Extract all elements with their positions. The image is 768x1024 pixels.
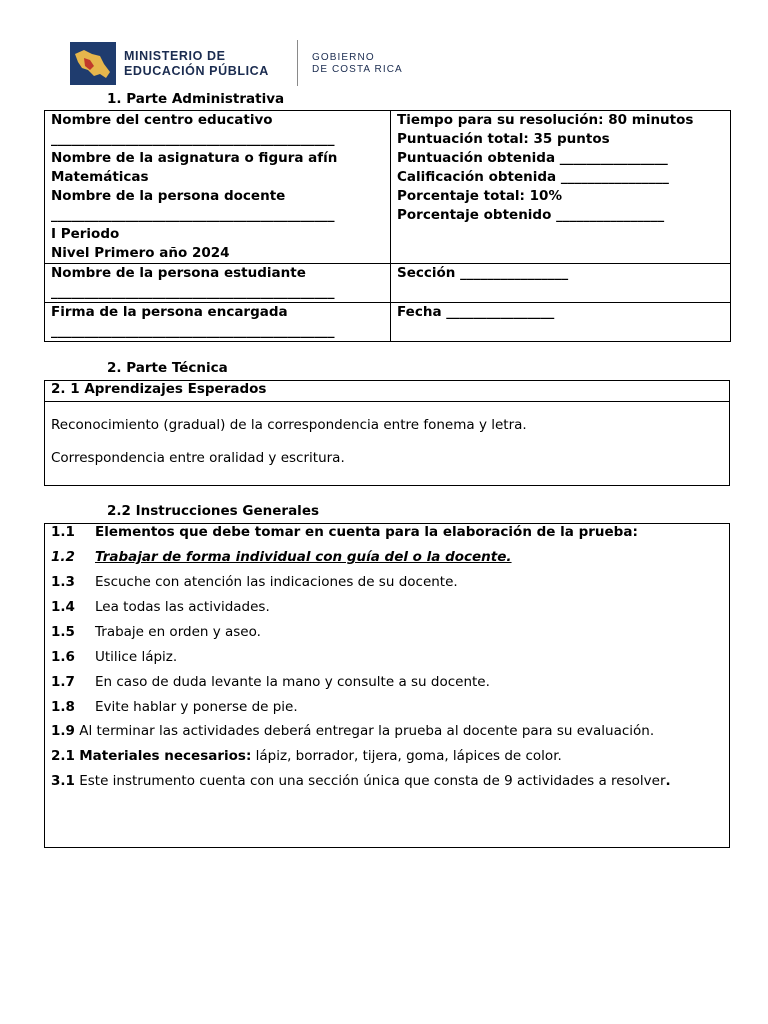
teacher-name-label: Nombre de la persona docente <box>51 188 286 204</box>
student-name-blank[interactable]: __________________________________________ <box>51 284 335 300</box>
school-name-blank[interactable]: __________________________________________ <box>51 131 335 147</box>
admin-row-main <box>45 111 731 264</box>
instruction-text: Escuche con atención las indicaciones de su docente. <box>95 574 458 590</box>
instruction-number: 1.8 <box>51 699 75 715</box>
admin-row-signature <box>45 303 731 342</box>
subject-value: Matemáticas <box>51 169 149 185</box>
instruction-item <box>51 524 638 540</box>
instruction-item <box>51 574 458 590</box>
instruction-item <box>51 624 261 640</box>
teacher-name-blank[interactable]: __________________________________________ <box>51 207 335 223</box>
instruction-text: lápiz, borrador, tijera, goma, lápices de color. <box>255 748 562 764</box>
admin-cell-left <box>45 111 391 264</box>
date-field[interactable]: Fecha ________________ <box>397 304 555 320</box>
instruction-number: 1.9 <box>51 723 75 739</box>
instruction-end-mark: . <box>665 773 671 789</box>
ministry-header <box>70 40 430 88</box>
admin-section-title: 1. Parte Administrativa <box>107 91 285 107</box>
instructions-box <box>44 523 730 848</box>
instruction-text: Evite hablar y ponerse de pie. <box>95 699 298 715</box>
instruction-text: Utilice lápiz. <box>95 649 178 665</box>
time-label: Tiempo para su resolución: 80 minutos <box>397 112 694 128</box>
date-cell <box>391 303 731 342</box>
instruction-number: 1.6 <box>51 649 75 665</box>
instruction-item <box>51 748 562 764</box>
level-label: Nivel Primero año 2024 <box>51 245 230 261</box>
instructions-section-title: 2.2 Instrucciones Generales <box>107 503 320 519</box>
instruction-number: 1.7 <box>51 674 75 690</box>
instruction-item <box>51 699 298 715</box>
government-line-1: GOBIERNO <box>312 52 375 63</box>
instruction-label: Materiales necesarios: <box>79 748 252 764</box>
costa-rica-map-seal-icon <box>70 42 116 85</box>
header-divider <box>297 40 298 86</box>
instruction-text: Al terminar las actividades deberá entregar la prueba al docente para su evaluación. <box>79 723 655 739</box>
student-cell <box>45 264 391 303</box>
subject-label: Nombre de la asignatura o figura afín <box>51 150 338 166</box>
instruction-text: Este instrumento cuenta con una sección única que consta de 9 actividades a resolver <box>79 773 666 789</box>
total-score-label: Puntuación total: 35 puntos <box>397 131 610 147</box>
grade-obtained-field[interactable]: Calificación obtenida ________________ <box>397 169 669 185</box>
government-line-2: DE COSTA RICA <box>312 64 403 75</box>
signature-label: Firma de la persona encargada <box>51 304 288 320</box>
admin-cell-right <box>391 111 731 264</box>
instruction-item <box>51 723 654 739</box>
instruction-item <box>51 649 177 665</box>
school-name-label: Nombre del centro educativo <box>51 112 273 128</box>
instruction-text: Elementos que debe tomar en cuenta para la elaboración de la prueba: <box>95 524 638 540</box>
instruction-item <box>51 549 512 565</box>
total-percent-label: Porcentaje total: 10% <box>397 188 562 204</box>
instruction-number: 2.1 <box>51 748 75 764</box>
instruction-number: 1.4 <box>51 599 75 615</box>
period-label: I Periodo <box>51 226 120 242</box>
ministry-line-2: EDUCACIÓN PÚBLICA <box>124 64 269 78</box>
instruction-text: En caso de duda levante la mano y consulte a su docente. <box>95 674 490 690</box>
signature-cell <box>45 303 391 342</box>
technical-section-title: 2. Parte Técnica <box>107 360 228 376</box>
instruction-item <box>51 599 270 615</box>
instruction-text: Trabajar de forma individual con guía del o la docente. <box>95 549 512 565</box>
instruction-number: 1.5 <box>51 624 75 640</box>
score-obtained-field[interactable]: Puntuación obtenida ________________ <box>397 150 668 166</box>
section-cell <box>391 264 731 303</box>
instruction-item <box>51 674 490 690</box>
instruction-number: 1.3 <box>51 574 75 590</box>
learning-outcome-2: Correspondencia entre oralidad y escritura. <box>51 450 345 466</box>
ministry-name <box>124 49 269 79</box>
ministry-line-1: MINISTERIO DE <box>124 49 226 63</box>
learning-outcomes-title: 2. 1 Aprendizajes Esperados <box>45 381 729 402</box>
instruction-number: 3.1 <box>51 773 75 789</box>
instruction-number: 1.1 <box>51 524 75 540</box>
learning-outcome-1: Reconocimiento (gradual) de la correspondencia entre fonema y letra. <box>51 417 527 433</box>
admin-table <box>44 110 731 342</box>
instruction-text: Lea todas las actividades. <box>95 599 270 615</box>
government-name <box>312 52 403 76</box>
instruction-number: 1.2 <box>51 549 75 565</box>
instruction-text: Trabaje en orden y aseo. <box>95 624 261 640</box>
student-name-label: Nombre de la persona estudiante <box>51 265 306 281</box>
instruction-item <box>51 773 671 789</box>
admin-row-student <box>45 264 731 303</box>
percent-obtained-field[interactable]: Porcentaje obtenido ________________ <box>397 207 665 223</box>
section-field[interactable]: Sección ________________ <box>397 265 569 281</box>
signature-blank[interactable]: __________________________________________ <box>51 323 335 339</box>
learning-outcomes-box <box>44 380 730 486</box>
